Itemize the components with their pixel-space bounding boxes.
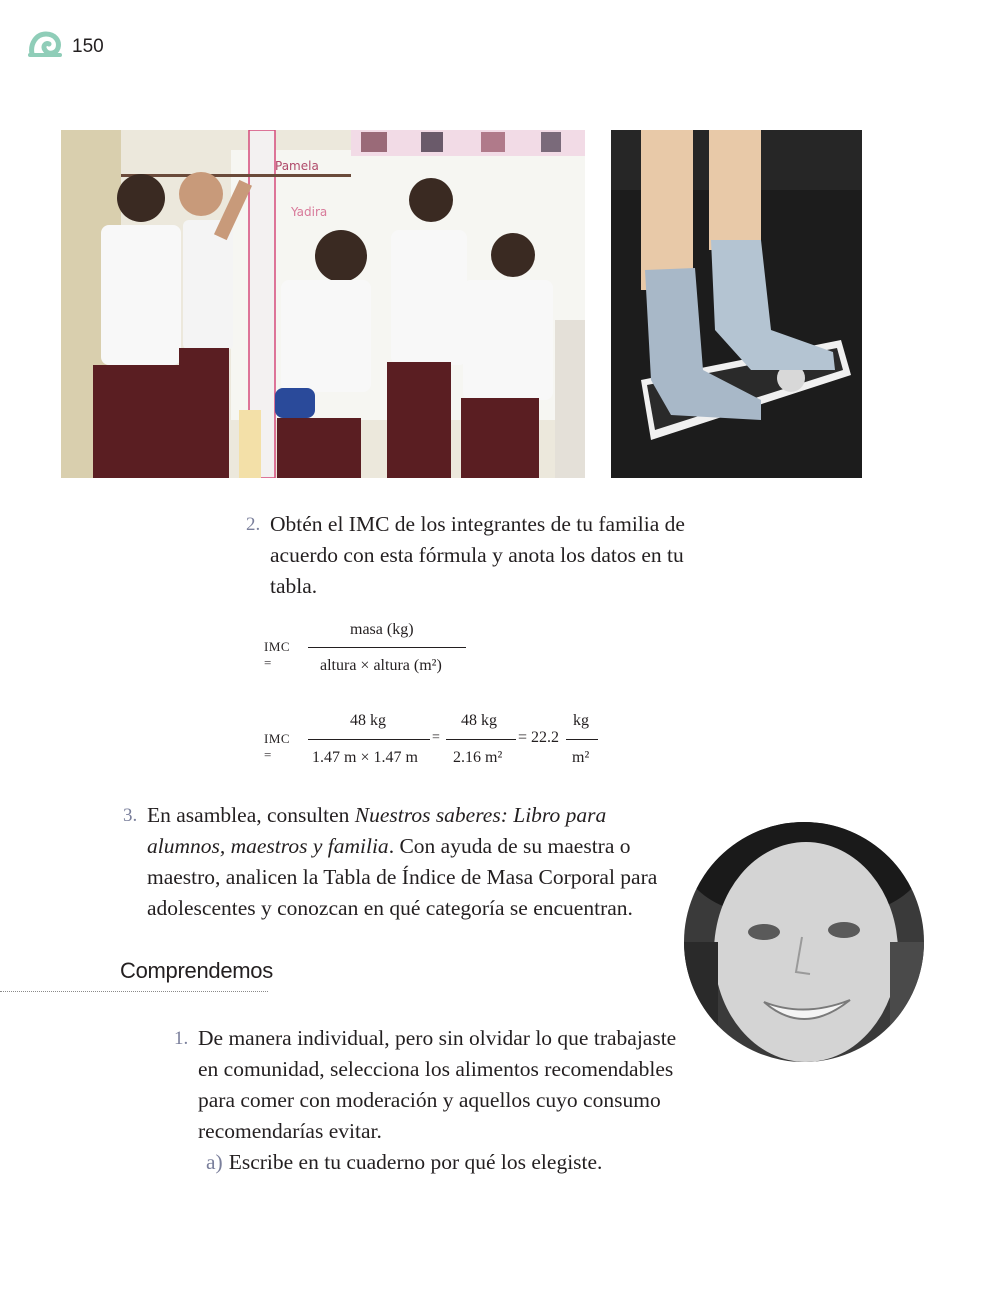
section-divider — [0, 991, 268, 992]
item-text-line: tabla. — [270, 574, 318, 598]
sub-item-text: Escribe en tu cuaderno por qué los elegiste. — [228, 1150, 603, 1174]
sub-item-letter: a) — [206, 1150, 223, 1174]
activity-item-2 — [246, 509, 710, 602]
scale-photo — [611, 130, 862, 478]
example-denominator-1: 1.47 m × 1.47 m — [312, 749, 418, 766]
book-title: alumnos, maestros y familia — [147, 834, 389, 858]
item-text-line: Obtén el IMC de los integrantes de tu familia de — [270, 512, 685, 536]
item-text-line: adolescentes y conozcan en qué categoría se encuentran. — [147, 896, 633, 920]
page-header — [28, 30, 104, 63]
book-title: Nuestros saberes: Libro para — [354, 803, 607, 827]
formula-denominator: altura × altura (m²) — [320, 657, 442, 674]
svg-text:Yadira: Yadira — [291, 205, 328, 219]
item-text-line: para comer con moderación y aquellos cuyo consumo — [198, 1088, 661, 1112]
item-text-line: maestro, analicen la Tabla de Índice de Masa Corporal para — [147, 865, 658, 889]
item-text-line: recomendarías evitar. — [198, 1119, 382, 1143]
item-text-line: alumnos, maestros y familia. Con ayuda de su maestra o — [147, 834, 631, 858]
classroom-photo — [61, 130, 585, 478]
equals-sign: = — [432, 730, 440, 745]
formula-label: IMC = — [264, 731, 291, 762]
fraction-line — [308, 647, 466, 648]
item-number: 3. — [123, 805, 138, 826]
example-denominator-2: 2.16 m² — [453, 749, 503, 766]
item-number: 1. — [174, 1028, 189, 1049]
item-text-line: De manera individual, pero sin olvidar lo que trabajaste — [198, 1026, 677, 1050]
portrait-photo — [684, 822, 924, 1062]
fraction-line — [566, 739, 598, 740]
page-number: 150 — [72, 35, 104, 57]
unit-numerator: kg — [573, 712, 589, 729]
fraction-line — [446, 739, 516, 740]
fraction-line — [308, 739, 430, 740]
item-text-line: En asamblea, consulten Nuestros saberes: Libro para — [147, 803, 607, 827]
example-result: = 22.2 — [518, 729, 560, 746]
activity-item-3 — [123, 800, 687, 924]
unit-denominator: m² — [572, 749, 590, 766]
example-numerator-1: 48 kg — [350, 712, 386, 729]
section-title: Comprendemos — [120, 958, 273, 983]
activity-item-1 — [174, 1023, 698, 1178]
example-numerator-2: 48 kg — [461, 712, 497, 729]
formula-numerator: masa (kg) — [350, 621, 414, 638]
spiral-shell-icon — [28, 30, 62, 63]
item-number: 2. — [246, 514, 261, 535]
sub-item-a — [206, 1147, 698, 1178]
svg-text:Pamela: Pamela — [275, 159, 319, 173]
item-text-line: acuerdo con esta fórmula y anota los datos en tu — [270, 543, 684, 567]
formula-label: IMC = — [264, 639, 291, 670]
item-text-line: en comunidad, selecciona los alimentos recomendables — [198, 1057, 674, 1081]
